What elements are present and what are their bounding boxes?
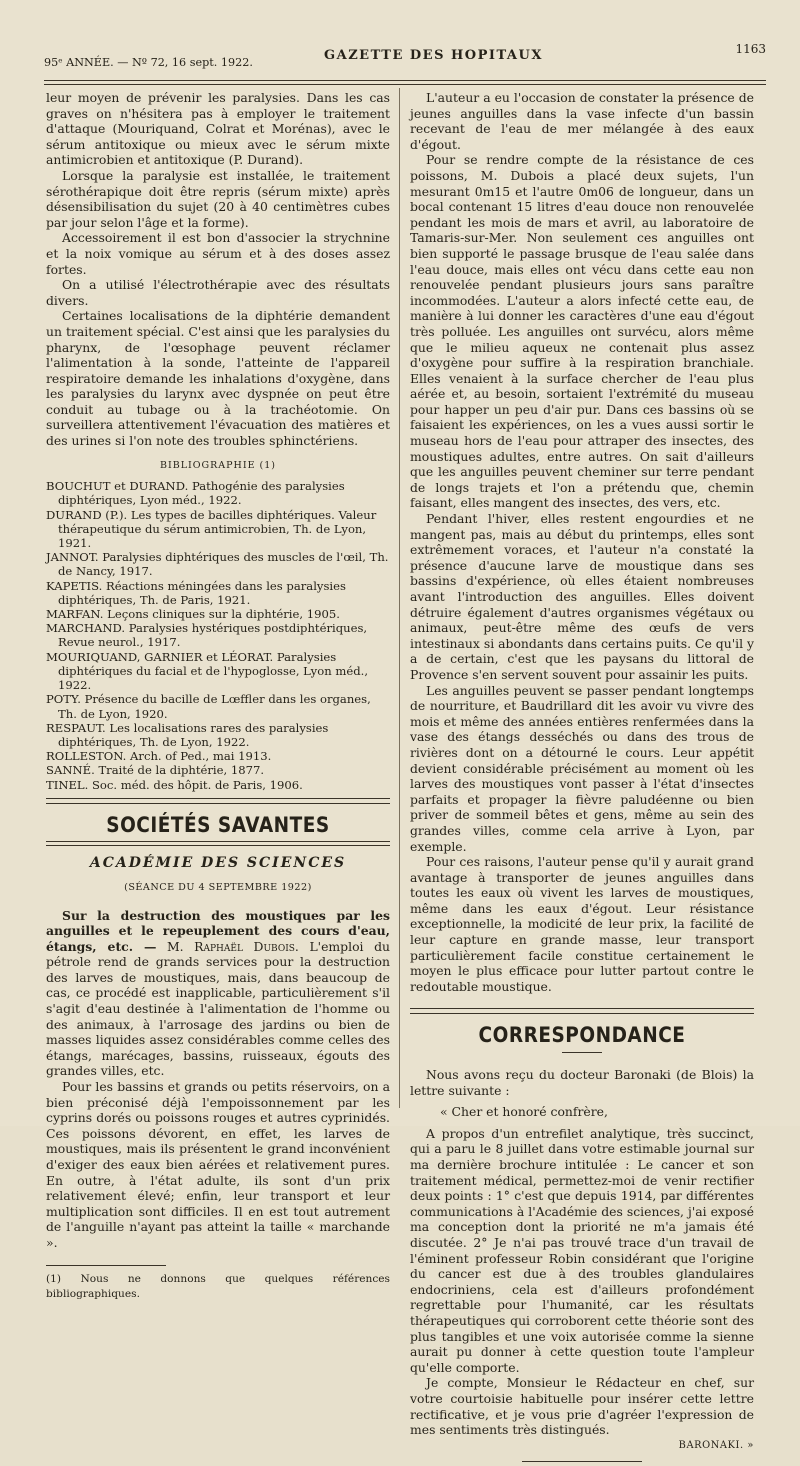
seance-date: (SÉANCE DU 4 SEPTEMBRE 1922)	[124, 881, 312, 893]
bibliography-list	[46, 479, 390, 791]
section-title-rule	[46, 841, 390, 846]
paragraph: Pour les bassins et grands ou petits réservoirs, on a bien préconisé déjà l'empoissonnement par les cyprins dorés ou poissons rouges et autres cyprinidés. Ces poissons dévorent, en effet, les larves de moustiques, mais ils présentent le grand inconvénient d'exiger des eaux bien aérées et relativement pures. En outre, à l'état adulte, ils sont d'un prix relativement élevé; enfin, leur transport et leur multiplication sont difficiles. Il en est tout autrement de l'anguille n'ayant pas atteint la taille « marchande ».	[46, 1079, 390, 1250]
article-title: Sur la destruction des moustiques par les anguilles et le repeuplement des cours d'eau, étangs, etc. —	[46, 907, 390, 954]
footnote-rule	[46, 1265, 166, 1266]
correspondance-section	[410, 1008, 754, 1466]
column-divider	[399, 88, 400, 1108]
article-author: M. Raphaël Dubois.	[156, 938, 299, 954]
right-column	[410, 90, 754, 1466]
section-separator	[410, 1008, 754, 1014]
header-issue: 95ᵉ ANNÉE. — Nº 72, 16 sept. 1922.	[44, 56, 253, 69]
paragraph: Nous avons reçu du docteur Baronaki (de Blois) la lettre suivante :	[410, 1067, 754, 1098]
section-title-societes-savantes: SOCIÉTÉS SAVANTES	[106, 813, 330, 838]
bibliography-entry: RESPAUT. Les localisations rares des paralysies diphtériques, Th. de Lyon, 1922.	[46, 720, 329, 749]
bibliography-heading: BIBLIOGRAPHIE (1)	[159, 459, 276, 471]
paragraph: Les anguilles peuvent se passer pendant longtemps de nourriture, et Baudrillard dit les avoir vu vivre des mois et même des années entières renfermées dans la vase des étangs desséchés ou dans des trous de rivières dont on a détourné le cours. Leur appétit devient considérable précisément au moment où les larves des moustiques vont passer à l'état d'insectes parfaits et propager la fièvre paludéenne ou bien priver de sommeil bêtes et gens, même au sein des grandes villes, comme cela arrive à Lyon, par exemple.	[410, 682, 754, 854]
section-separator	[46, 798, 390, 804]
paragraph: Accessoirement il est bon d'associer la strychnine et la noix vomique au sérum et à des doses assez fortes.	[46, 230, 390, 277]
paragraph: Pour ces raisons, l'auteur pense qu'il y aurait grand avantage à transporter de jeunes anguilles dans toutes les eaux où vivent les larves de moustiques, même dans les eaux d'égout. Leur résistance exceptionnelle, la modicité de leur prix, la facilité de leur capture en grande masse, leur transport particulièrement facile constitue certainement le moyen le plus efficace pour lutter partout contre le redoutable moustique.	[410, 854, 754, 994]
bibliography-entry: KAPETIS. Réactions méningées dans les paralysies diphtériques, Th. de Paris, 1921.	[46, 578, 346, 607]
bibliography-entry: DURAND (P.). Les types de bacilles diphtériques. Valeur thérapeutique du sérum antimicrobien, Th. de Lyon, 1921.	[46, 507, 377, 551]
bibliography-entry: MARFAN. Leçons cliniques sur la diphtérie, 1905.	[46, 607, 340, 622]
header-journal-title: GAZETTE DES HOPITAUX	[324, 48, 543, 63]
header-rule	[44, 80, 766, 85]
article-lead-paragraph	[46, 908, 390, 1080]
bibliography-entry: BOUCHUT et DURAND. Pathogénie des paralysies diphtériques, Lyon méd., 1922.	[46, 479, 345, 508]
academie-heading: ACADÉMIE DES SCIENCES	[89, 855, 347, 872]
header-page-number: 1163	[735, 42, 766, 56]
footnote: (1) Nous ne donnons que quelques références bibliographiques.	[46, 1272, 390, 1301]
page-header	[44, 40, 766, 80]
left-column	[46, 90, 390, 1303]
bibliography-entry: MARCHAND. Paralysies hystériques postdiphtériques, Revue neurol., 1917.	[46, 621, 368, 650]
bibliography-entry: MOURIQUAND, GARNIER et LÉORAT. Paralysies diphtériques du facial et de l'hypoglosse, Lyon méd., 1922.	[46, 649, 369, 693]
bibliography-entry: ROLLESTON. Arch. of Ped., mai 1913.	[46, 749, 272, 764]
paragraph: A propos d'un entrefilet analytique, très succinct, qui a paru le 8 juillet dans votre estimable journal sur ma dernière brochure intitulée : Le cancer et son traitement médical, permettez-moi de venir rectifier deux points : 1° c'est que depuis 1914, par différentes communications à l'Académie des sciences, j'ai exposé ma conception dont la priorité ne m'a jamais été discutée. 2° Je n'ai pas trouvé trace d'un travail de l'éminent professeur Robin considérant que l'origine du cancer est due à des troubles glandulaires endocriniens, cela est d'ailleurs profondément regrettable pour l'humanité, car les résultats thérapeutiques qui corroborent cette théorie sont des plus tangibles et une voix autorisée comme la sienne aurait pu donner à cette question toute l'ampleur qu'elle comporte.	[410, 1125, 754, 1375]
article-lead-text: L'emploi du pétrole rend de grands services pour la destruction des larves de moustiques, mais, dans beaucoup de cas, ce procédé est inapplicable, particulièrement s'il s'agit d'eau destinée à l'alimentation de l'homme ou des animaux, à l'arrosage des jardins ou bien de masses liquides assez considérables comme celles des étangs, marécages, bassins, ruisseaux, égouts des grandes villes, etc.	[46, 938, 390, 1079]
section-title-correspondance: CORRESPONDANCE	[478, 1023, 686, 1048]
paragraph: Lorsque la paralysie est installée, le traitement sérothérapique doit être repris (sérum mixte) après désensibilisation du sujet (20 à 40 centimètres cubes par jour selon l'âge et la forme).	[46, 167, 390, 230]
end-ornament	[522, 1461, 642, 1466]
paragraph: Certaines localisations de la diphtérie demandent un traitement spécial. C'est ainsi que les paralysies du pharynx, de l'œsophage peuvent réclamer l'alimentation à la sonde, l'atteinte de l'appareil respiratoire demande les inhalations d'oxygène, dans les paralysies du larynx avec dyspnée on peut être conduit au tubage ou à la trachéotomie. On surveillera attentivement l'évacuation des matières et des urines si l'on note des troubles sphinctériens.	[46, 308, 390, 449]
paragraph: Je compte, Monsieur le Rédacteur en chef, sur votre courtoisie habituelle pour insérer cette lettre rectificative, et je vous prie d'agréer l'expression de mes sentiments très distingués.	[410, 1375, 754, 1438]
paragraph: Pendant l'hiver, elles restent engourdies et ne mangent pas, mais au début du printemps, elles sont extrêmement voraces, et l'auteur n'a constaté la présence d'aucune larve de moustique dans ses bassins d'expérience, où elles étaient nombreuses avant l'introduction des anguilles. Elles doivent détruire également d'autres organismes végétaux ou animaux, peut-être même des œufs de vers intestinaux si abondants dans certains puits. Ce qu'il y a de certain, c'est que les paysans du littoral de Provence s'en servent souvent pour assainir les puits.	[410, 511, 754, 682]
letter-salutation: « Cher et honoré confrère,	[440, 1104, 608, 1120]
bibliography-entry: SANNÉ. Traité de la diphtérie, 1877.	[46, 763, 265, 778]
title-underline	[562, 1052, 602, 1053]
paragraph: Pour se rendre compte de la résistance de ces poissons, M. Dubois a placé deux sujets, l'un mesurant 0m15 et l'autre 0m06 de longueur, dans un bocal contenant 15 litres d'eau douce non renouvelée pendant les mois de mars et avril, au laboratoire de Tamaris-sur-Mer. Non seulement ces anguilles ont bien supporté le passage brusque de l'eau salée dans l'eau douce, mais elles ont vécu dans cette eau non renouvelée pendant plusieurs jours sans paraître incommodées. L'auteur a alors infecté cette eau, de manière à lui donner les caractères d'une eau d'égout très polluée. Les anguilles ont survécu, alors même que le milieu aqueux ne contenait plus assez d'oxygène pour suffire à la respiration branchiale. Elles venaient à la surface chercher de l'eau plus aérée et, au besoin, sortaient l'extrémité du museau pour happer un peu d'air pur. Dans ces bassins où se faisaient les expériences, on les a vues aussi sortir le museau hors de l'eau pour attraper des insectes, des moustiques adultes, entre autres. On sait d'ailleurs que les anguilles peuvent cheminer sur terre pendant de longs trajets et l'on a prétendu que, chemin faisant, elles mangent des insectes, des vers, etc.	[410, 152, 754, 511]
paragraph: leur moyen de prévenir les paralysies. Dans les cas graves on n'hésitera pas à employer le traitement d'attaque (Mouriquand, Colrat et Morénas), avec le sérum antitoxique ou mieux avec le sérum mixte antimicrobien et antitoxique (P. Durand).	[46, 90, 390, 168]
bibliography-entry: POTY. Présence du bacille de Lœffler dans les organes, Th. de Lyon, 1920.	[46, 692, 371, 721]
bibliography-entry: JANNOT. Paralysies diphtériques des muscles de l'œil, Th. de Nancy, 1917.	[46, 550, 389, 579]
paragraph: On a utilisé l'électrothérapie avec des résultats divers.	[46, 277, 390, 308]
paragraph: L'auteur a eu l'occasion de constater la présence de jeunes anguilles dans la vase infecte d'un bassin recevant de l'eau de mer mélangée à des eaux d'égout.	[410, 90, 754, 152]
bibliography-entry: TINEL. Soc. méd. des hôpit. de Paris, 1906.	[46, 777, 303, 792]
letter-signature: BARONAKI. »	[678, 1439, 754, 1451]
